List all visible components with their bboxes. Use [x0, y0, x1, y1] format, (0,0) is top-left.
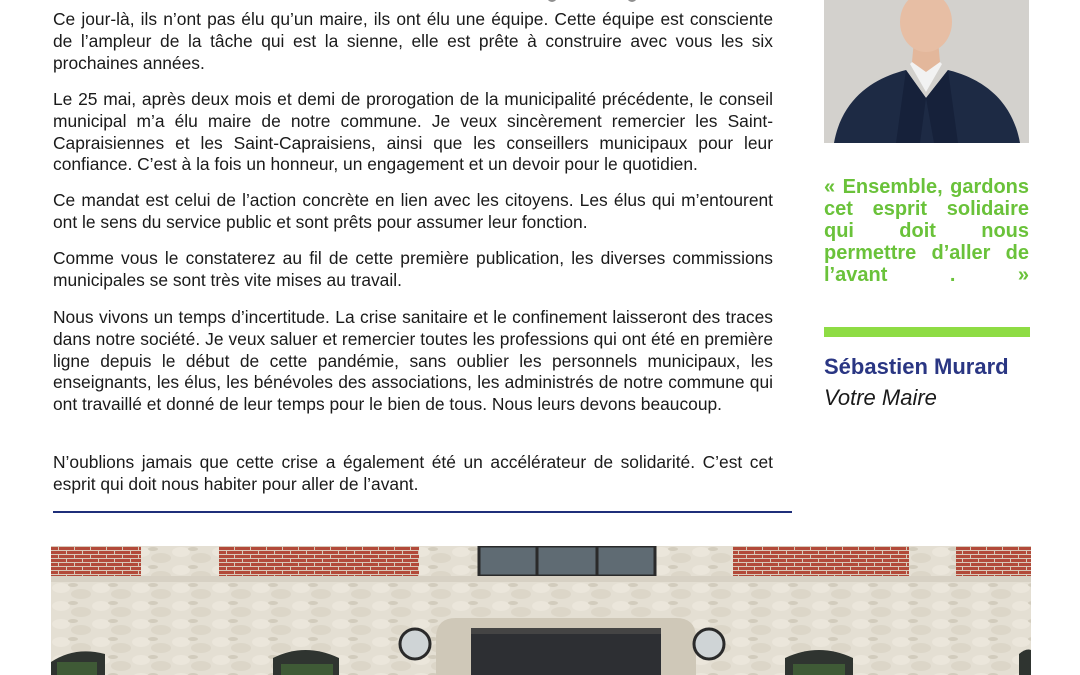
paragraph: Nous vivons un temps d’incertitude. La crise sanitaire et le confinement laisseront des traces dans notre société. Je veux saluer et remercier toutes les professions qui ont été en première ligne depuis le début de cette pandémie, sans oublier les personnels municipaux, les enseignants, les élus, les bénévoles des associations, les administrés de notre commune qui ont travaillé et donné de leur temps pour le bien de tous. Nous leurs devons beaucoup. — [53, 307, 773, 415]
paragraph: Ce jour-là, ils n’ont pas élu qu’un maire, ils ont élu une équipe. Cette équipe est consciente de l’ampleur de la tâche qui est la sienne, elle est prête à construire avec vous les six prochaines années. — [53, 9, 773, 73]
signature-title: Votre Maire — [824, 385, 937, 410]
pull-quote: « Ensemble, gardons cet esprit solidaire qui doit nous permettre d’aller de l’avant . » — [824, 176, 1029, 286]
paragraph: Le 25 mai, après deux mois et demi de prorogation de la municipalité précédente, le conseil municipal m’a élu maire de notre commune. Je veux sincèrement remercier les Saint-Capraisiennes et les Saint-Capraisiens, ainsi que les conseillers municipaux pour leur confiance. C’est à la fois un honneur, un engagement et un devoir pour le quotidien. — [53, 89, 773, 175]
paragraph: Comme vous le constaterez au fil de cette première publication, les diverses commissions municipales se sont très vite mises au travail. — [53, 248, 773, 290]
cutoff-text-fragment — [545, 0, 645, 4]
town-hall-photo — [51, 546, 1031, 675]
signature-name: Sébastien Murard — [824, 354, 1009, 379]
accent-bar — [824, 327, 1030, 337]
paragraph: Ce mandat est celui de l’action concrète en lien avec les citoyens. Les élus qui m’entourent ont le sens du service public et sont prêts pour assumer leur fonction. — [53, 190, 773, 232]
paragraph: N’oublions jamais que cette crise a également été un accélérateur de solidarité. C’est cet esprit qui doit nous habiter pour aller de l’avant. — [53, 452, 773, 494]
mayor-portrait-image — [824, 0, 1029, 143]
mayor-portrait — [824, 0, 1029, 143]
section-divider — [53, 511, 792, 513]
town-hall-image — [51, 546, 1031, 675]
